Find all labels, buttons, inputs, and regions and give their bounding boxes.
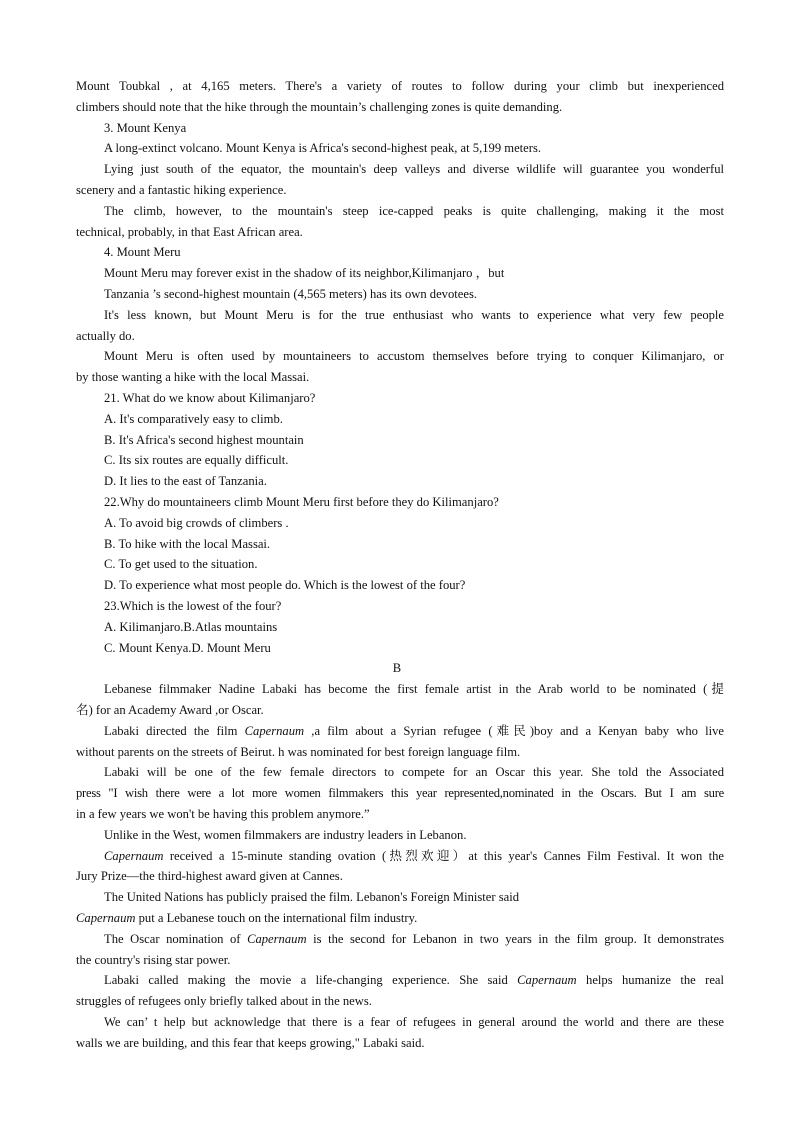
text-line: 名) for an Academy Award ,or Oscar. [76,703,264,717]
option: C. To get used to the situation. [104,557,258,571]
text-line: Labaki will be one of the few female directors to compete for an Oscar this year. She told the Associated [104,765,724,779]
text-line: Capernaum put a Lebanese touch on the international film industry. [76,911,418,925]
film-title: Capernaum [244,724,305,738]
option: A. It's comparatively easy to climb. [104,412,283,426]
option: B. It's Africa's second highest mountain [104,433,304,447]
text-line: Mount Meru may forever exist in the shadow of its neighbor,Kilimanjaro ，but [104,266,505,280]
text-line: Capernaum received a 15-minute standing ovation (热烈欢迎）at this year's Cannes Film Festival. It won the [104,849,724,863]
text-line: The United Nations has publicly praised the film. Lebanon's Foreign Minister said [104,890,519,904]
text-line: actually do. [76,329,135,343]
section-heading: 3. Mount Kenya [104,121,187,135]
text-line: It's less known, but Mount Meru is for the true enthusiast who wants to experience what very few people [104,308,724,322]
option: C. Its six routes are equally difficult. [104,453,289,467]
question: 21. What do we know about Kilimanjaro? [104,391,316,405]
text-line: Jury Prize—the third-highest award given at Cannes. [76,869,343,883]
film-title: Capernaum [104,849,164,863]
option: D. It lies to the east of Tanzania. [104,474,267,488]
question: 22.Why do mountaineers climb Mount Meru first before they do Kilimanjaro? [104,495,499,509]
section-heading: 4. Mount Meru [104,245,181,259]
text-line: struggles of refugees only briefly talked about in the news. [76,994,372,1008]
text-line: Lying just south of the equator, the mountain's deep valleys and diverse wildlife will guarantee you wonderful [104,162,724,176]
film-title: Capernaum [76,911,136,925]
text-line: Lebanese filmmaker Nadine Labaki has become the first female artist in the Arab world to be nominated (提 [104,682,724,696]
text-line: Unlike in the West, women filmmakers are industry leaders in Lebanon. [104,828,467,842]
text-line: the country's rising star power. [76,953,231,967]
text-line: walls we are building, and this fear that keeps growing," Labaki said. [76,1036,425,1050]
text-line: A long-extinct volcano. Mount Kenya is Africa's second-highest peak, at 5,199 meters. [104,141,541,155]
text-line: We can’ t help but acknowledge that there is a fear of refugees in general around the world and there are these [104,1015,724,1029]
text-line: technical, probably, in that East African area. [76,225,303,239]
text-line: without parents on the streets of Beirut. h was nominated for best foreign language film. [76,745,521,759]
question: 23.Which is the lowest of the four? [104,599,282,613]
film-title: Capernaum [247,932,307,946]
option: A. Kilimanjaro.B.Atlas mountains [104,620,278,634]
film-title: Capernaum [517,973,577,987]
text-line: Mount Meru is often used by mountaineers to accustom themselves before trying to conquer Kilimanjaro, or [104,349,724,363]
text-line: The climb, however, to the mountain's steep ice-capped peaks is quite challenging, making it the most [104,204,724,218]
section-label: B [392,661,402,675]
option: A. To avoid big crowds of climbers . [104,516,289,530]
text-line: scenery and a fantastic hiking experience. [76,183,287,197]
text-line: Labaki called making the movie a life-changing experience. She said Capernaum helps humanize the real [104,973,724,987]
text-line: The Oscar nomination of Capernaum is the second for Lebanon in two years in the film group. It demonstrates [104,932,724,946]
text-line: Labaki directed the film Capernaum ,a film about a Syrian refugee (难民)boy and a Kenyan baby who live [104,724,724,738]
text-line: Tanzania ’s second-highest mountain (4,565 meters) has its own devotees. [104,287,477,301]
text-line: in a few years we won't be having this problem anymore.” [76,807,370,821]
text-line: Mount Toubkal , at 4,165 meters. There's a variety of routes to follow during your climb but inexperienced [76,79,724,93]
option: B. To hike with the local Massai. [104,537,271,551]
text-line: press "I wish there were a lot more women filmmakers this year represented,nominated in the Oscars. But I am sure [76,786,724,800]
text-line: climbers should note that the hike through the mountain’s challenging zones is quite demanding. [76,100,563,114]
option: C. Mount Kenya.D. Mount Meru [104,641,271,655]
option: D. To experience what most people do. Which is the lowest of the four? [104,578,466,592]
text-line: by those wanting a hike with the local Massai. [76,370,310,384]
